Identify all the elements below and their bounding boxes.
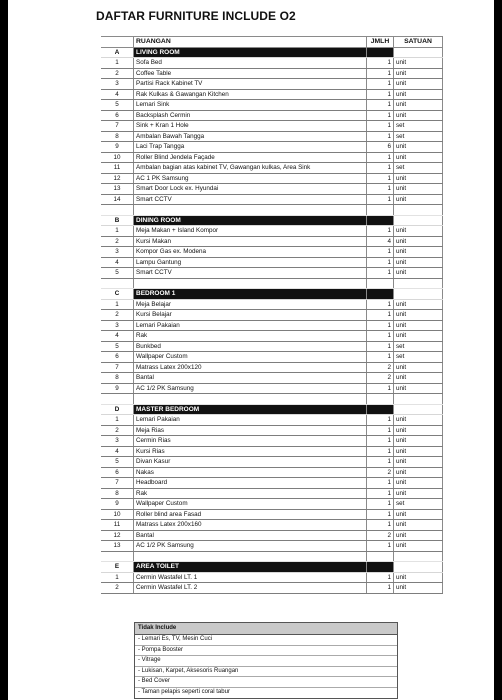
table-row [101, 383, 443, 394]
section-header-row [101, 47, 443, 58]
table-row [101, 583, 443, 594]
item-number: 11 [101, 163, 134, 174]
item-unit: unit [394, 415, 443, 426]
item-qty: 1 [367, 110, 394, 121]
item-number: 5 [101, 100, 134, 111]
table-row [101, 457, 443, 468]
item-number: 8 [101, 373, 134, 384]
item-qty: 1 [367, 341, 394, 352]
item-qty: 1 [367, 425, 394, 436]
table-row [101, 572, 443, 583]
item-qty: 1 [367, 320, 394, 331]
item-number: 10 [101, 509, 134, 520]
section-name: LIVING ROOM [134, 47, 367, 58]
item-number: 2 [101, 236, 134, 247]
section-qty-cell [367, 289, 394, 300]
item-number: 13 [101, 541, 134, 552]
item-name: AC 1/2 PK Samsung [134, 383, 367, 394]
document-title: DAFTAR FURNITURE INCLUDE O2 [96, 9, 296, 23]
section-code: D [101, 404, 134, 415]
table-row [101, 247, 443, 258]
item-qty: 1 [367, 163, 394, 174]
table-row [101, 236, 443, 247]
item-unit: unit [394, 436, 443, 447]
section-qty-cell [367, 47, 394, 58]
item-name: Ambalan bagian atas kabinet TV, Gawangan kulkas, Area Sink [134, 163, 367, 174]
item-name: Roller Blind Jendela Façade [134, 152, 367, 163]
section-code: B [101, 215, 134, 226]
item-number: 1 [101, 415, 134, 426]
table-row [101, 436, 443, 447]
item-number: 3 [101, 79, 134, 90]
item-qty: 1 [367, 257, 394, 268]
section-name: DINING ROOM [134, 215, 367, 226]
item-name: Lampu Gantung [134, 257, 367, 268]
item-unit: unit [394, 583, 443, 594]
item-unit: unit [394, 478, 443, 489]
section-unit-cell [394, 47, 443, 58]
blank-cell [101, 394, 134, 405]
item-name: Kursi Rias [134, 446, 367, 457]
item-unit: set [394, 163, 443, 174]
table-row [101, 89, 443, 100]
item-unit: unit [394, 299, 443, 310]
item-qty: 1 [367, 383, 394, 394]
item-name: Laci Trap Tangga [134, 142, 367, 153]
blank-cell [134, 394, 367, 405]
section-qty-cell [367, 404, 394, 415]
header-room: RUANGAN [134, 37, 367, 48]
item-name: Kursi Belajar [134, 310, 367, 321]
item-qty: 1 [367, 352, 394, 363]
section-unit-cell [394, 404, 443, 415]
item-number: 5 [101, 457, 134, 468]
item-qty: 1 [367, 194, 394, 205]
item-qty: 1 [367, 509, 394, 520]
blank-cell [394, 394, 443, 405]
not-included-item: - Bed Cover [135, 677, 397, 688]
item-name: Meja Rias [134, 425, 367, 436]
item-unit: unit [394, 488, 443, 499]
not-included-item: - Vitrage [135, 656, 397, 667]
item-unit: unit [394, 362, 443, 373]
item-unit: set [394, 341, 443, 352]
table-row [101, 152, 443, 163]
table-row [101, 268, 443, 279]
not-included-list [135, 635, 397, 698]
item-unit: unit [394, 467, 443, 478]
blank-row [101, 205, 443, 216]
item-name: Lemari Pakaian [134, 320, 367, 331]
table-row [101, 226, 443, 237]
item-qty: 1 [367, 100, 394, 111]
table-row [101, 425, 443, 436]
section-unit-cell [394, 215, 443, 226]
item-qty: 1 [367, 247, 394, 258]
item-number: 2 [101, 583, 134, 594]
section-header-row [101, 215, 443, 226]
item-name: Backsplash Cermin [134, 110, 367, 121]
item-name: Wallpaper Custom [134, 352, 367, 363]
blank-cell [367, 205, 394, 216]
table-row [101, 499, 443, 510]
item-number: 3 [101, 320, 134, 331]
blank-cell [134, 551, 367, 562]
item-name: Meja Belajar [134, 299, 367, 310]
item-unit: unit [394, 331, 443, 342]
table-row [101, 467, 443, 478]
item-qty: 1 [367, 478, 394, 489]
item-number: 12 [101, 173, 134, 184]
item-number: 11 [101, 520, 134, 531]
item-name: Divan Kasur [134, 457, 367, 468]
table-row [101, 110, 443, 121]
item-qty: 6 [367, 142, 394, 153]
item-unit: unit [394, 457, 443, 468]
item-number: 2 [101, 310, 134, 321]
item-qty: 1 [367, 173, 394, 184]
item-number: 13 [101, 184, 134, 195]
item-name: Roller blind area Fasad [134, 509, 367, 520]
item-number: 3 [101, 247, 134, 258]
item-name: Bantal [134, 373, 367, 384]
item-name: Cermin Rias [134, 436, 367, 447]
item-name: Sofa Bed [134, 58, 367, 69]
item-number: 8 [101, 131, 134, 142]
item-name: Kursi Makan [134, 236, 367, 247]
item-qty: 1 [367, 226, 394, 237]
item-qty: 2 [367, 362, 394, 373]
item-unit: unit [394, 184, 443, 195]
item-unit: set [394, 131, 443, 142]
table-row [101, 509, 443, 520]
item-name: Cermin Wastafel LT. 1 [134, 572, 367, 583]
item-qty: 1 [367, 152, 394, 163]
item-unit: unit [394, 530, 443, 541]
item-qty: 1 [367, 446, 394, 457]
table-row [101, 415, 443, 426]
item-name: AC 1/2 PK Samsung [134, 541, 367, 552]
item-qty: 1 [367, 131, 394, 142]
item-qty: 1 [367, 299, 394, 310]
table-row [101, 520, 443, 531]
item-unit: unit [394, 79, 443, 90]
blank-cell [134, 278, 367, 289]
item-number: 7 [101, 478, 134, 489]
item-name: Lemari Pakaian [134, 415, 367, 426]
table-header-row [101, 37, 443, 48]
item-unit: unit [394, 320, 443, 331]
item-unit: unit [394, 236, 443, 247]
item-name: Wallpaper Custom [134, 499, 367, 510]
not-included-item: - Pompa Booster [135, 646, 397, 657]
header-no [101, 37, 134, 48]
section-name: BEDROOM 1 [134, 289, 367, 300]
item-unit: unit [394, 520, 443, 531]
item-unit: unit [394, 173, 443, 184]
item-unit: unit [394, 509, 443, 520]
item-unit: unit [394, 541, 443, 552]
item-qty: 1 [367, 488, 394, 499]
section-code: E [101, 562, 134, 573]
item-name: Meja Makan + Island Kompor [134, 226, 367, 237]
item-qty: 1 [367, 572, 394, 583]
blank-cell [101, 551, 134, 562]
item-qty: 1 [367, 541, 394, 552]
item-qty: 1 [367, 499, 394, 510]
item-unit: unit [394, 425, 443, 436]
item-number: 6 [101, 110, 134, 121]
item-number: 9 [101, 383, 134, 394]
blank-cell [394, 278, 443, 289]
item-name: Rak Kulkas & Gawangan Kitchen [134, 89, 367, 100]
item-number: 5 [101, 268, 134, 279]
spreadsheet-page [8, 0, 494, 700]
table-row [101, 58, 443, 69]
table-row [101, 257, 443, 268]
item-qty: 1 [367, 89, 394, 100]
table-row [101, 79, 443, 90]
item-unit: unit [394, 68, 443, 79]
item-number: 1 [101, 58, 134, 69]
item-qty: 1 [367, 583, 394, 594]
blank-cell [101, 278, 134, 289]
table-row [101, 488, 443, 499]
item-qty: 1 [367, 310, 394, 321]
item-number: 4 [101, 257, 134, 268]
item-number: 9 [101, 142, 134, 153]
item-name: Rak [134, 331, 367, 342]
item-unit: unit [394, 142, 443, 153]
item-qty: 1 [367, 58, 394, 69]
item-name: Headboard [134, 478, 367, 489]
section-name: MASTER BEDROOM [134, 404, 367, 415]
item-number: 5 [101, 341, 134, 352]
item-unit: unit [394, 194, 443, 205]
item-name: Smart CCTV [134, 194, 367, 205]
blank-cell [367, 278, 394, 289]
item-unit: unit [394, 268, 443, 279]
section-header-row [101, 562, 443, 573]
table-row [101, 131, 443, 142]
item-number: 10 [101, 152, 134, 163]
blank-row [101, 394, 443, 405]
item-unit: unit [394, 58, 443, 69]
item-qty: 1 [367, 436, 394, 447]
item-name: AC 1 PK Samsung [134, 173, 367, 184]
item-qty: 1 [367, 184, 394, 195]
item-qty: 1 [367, 331, 394, 342]
item-unit: set [394, 121, 443, 132]
table-row [101, 530, 443, 541]
item-number: 8 [101, 488, 134, 499]
item-qty: 2 [367, 467, 394, 478]
blank-cell [367, 551, 394, 562]
blank-row [101, 551, 443, 562]
blank-row [101, 278, 443, 289]
item-name: Cermin Wastafel LT. 2 [134, 583, 367, 594]
item-qty: 4 [367, 236, 394, 247]
item-number: 4 [101, 446, 134, 457]
item-name: Coffee Table [134, 68, 367, 79]
table-row [101, 173, 443, 184]
item-unit: set [394, 499, 443, 510]
item-number: 6 [101, 352, 134, 363]
item-number: 6 [101, 467, 134, 478]
item-name: Ambalan Bawah Tangga [134, 131, 367, 142]
blank-cell [367, 394, 394, 405]
item-unit: unit [394, 383, 443, 394]
item-unit: set [394, 352, 443, 363]
item-number: 2 [101, 425, 134, 436]
item-name: Smart CCTV [134, 268, 367, 279]
table-row [101, 121, 443, 132]
item-unit: unit [394, 89, 443, 100]
not-included-item: - Lukisan, Karpet, Aksesoris Ruangan [135, 667, 397, 678]
table-row [101, 194, 443, 205]
item-number: 1 [101, 226, 134, 237]
blank-cell [134, 205, 367, 216]
item-name: Rak [134, 488, 367, 499]
section-header-row [101, 404, 443, 415]
table-row [101, 184, 443, 195]
item-number: 2 [101, 68, 134, 79]
item-qty: 2 [367, 530, 394, 541]
section-qty-cell [367, 562, 394, 573]
section-code: A [101, 47, 134, 58]
section-code: C [101, 289, 134, 300]
item-name: Lemari Sink [134, 100, 367, 111]
item-unit: unit [394, 110, 443, 121]
item-number: 4 [101, 89, 134, 100]
item-name: Smart Door Lock ex. Hyundai [134, 184, 367, 195]
table-row [101, 352, 443, 363]
item-qty: 1 [367, 79, 394, 90]
item-unit: unit [394, 152, 443, 163]
item-unit: unit [394, 446, 443, 457]
table-row [101, 100, 443, 111]
not-included-box [134, 622, 398, 699]
item-number: 7 [101, 362, 134, 373]
item-name: Partisi Rack Kabinet TV [134, 79, 367, 90]
table-row [101, 331, 443, 342]
item-name: Kompor Gas ex. Modena [134, 247, 367, 258]
item-number: 12 [101, 530, 134, 541]
furniture-table-body [101, 37, 443, 594]
item-name: Bantal [134, 530, 367, 541]
table-row [101, 68, 443, 79]
furniture-table [101, 36, 443, 594]
blank-cell [394, 205, 443, 216]
table-row [101, 478, 443, 489]
item-unit: unit [394, 257, 443, 268]
item-name: Sink + Kran 1 Hole [134, 121, 367, 132]
table-row [101, 446, 443, 457]
section-unit-cell [394, 289, 443, 300]
section-name: AREA TOILET [134, 562, 367, 573]
item-number: 1 [101, 572, 134, 583]
item-number: 3 [101, 436, 134, 447]
header-qty: JMLH [367, 37, 394, 48]
section-qty-cell [367, 215, 394, 226]
item-qty: 1 [367, 268, 394, 279]
item-number: 9 [101, 499, 134, 510]
item-qty: 1 [367, 415, 394, 426]
table-row [101, 310, 443, 321]
blank-cell [394, 551, 443, 562]
item-number: 1 [101, 299, 134, 310]
item-name: Nakas [134, 467, 367, 478]
item-name: Matrass Latex 200x160 [134, 520, 367, 531]
table-row [101, 341, 443, 352]
table-row [101, 163, 443, 174]
item-qty: 1 [367, 121, 394, 132]
item-qty: 1 [367, 457, 394, 468]
header-unit: SATUAN [394, 37, 443, 48]
table-row [101, 142, 443, 153]
item-unit: unit [394, 100, 443, 111]
item-number: 4 [101, 331, 134, 342]
item-name: Bunkbed [134, 341, 367, 352]
section-unit-cell [394, 562, 443, 573]
not-included-title: Tidak Include [135, 623, 397, 635]
table-row [101, 320, 443, 331]
item-qty: 1 [367, 68, 394, 79]
item-unit: unit [394, 373, 443, 384]
table-row [101, 373, 443, 384]
section-header-row [101, 289, 443, 300]
table-row [101, 541, 443, 552]
item-unit: unit [394, 247, 443, 258]
not-included-item: - Taman pelapis seperti coral tabur [138, 688, 230, 695]
item-name: Matrass Latex 200x120 [134, 362, 367, 373]
blank-cell [101, 205, 134, 216]
item-qty: 2 [367, 373, 394, 384]
item-unit: unit [394, 226, 443, 237]
table-row [101, 299, 443, 310]
item-qty: 1 [367, 520, 394, 531]
table-row [101, 362, 443, 373]
item-number: 14 [101, 194, 134, 205]
not-included-item: - Lemari Es, TV, Mesin Cuci [135, 635, 397, 646]
item-number: 7 [101, 121, 134, 132]
item-unit: unit [394, 310, 443, 321]
item-unit: unit [394, 572, 443, 583]
